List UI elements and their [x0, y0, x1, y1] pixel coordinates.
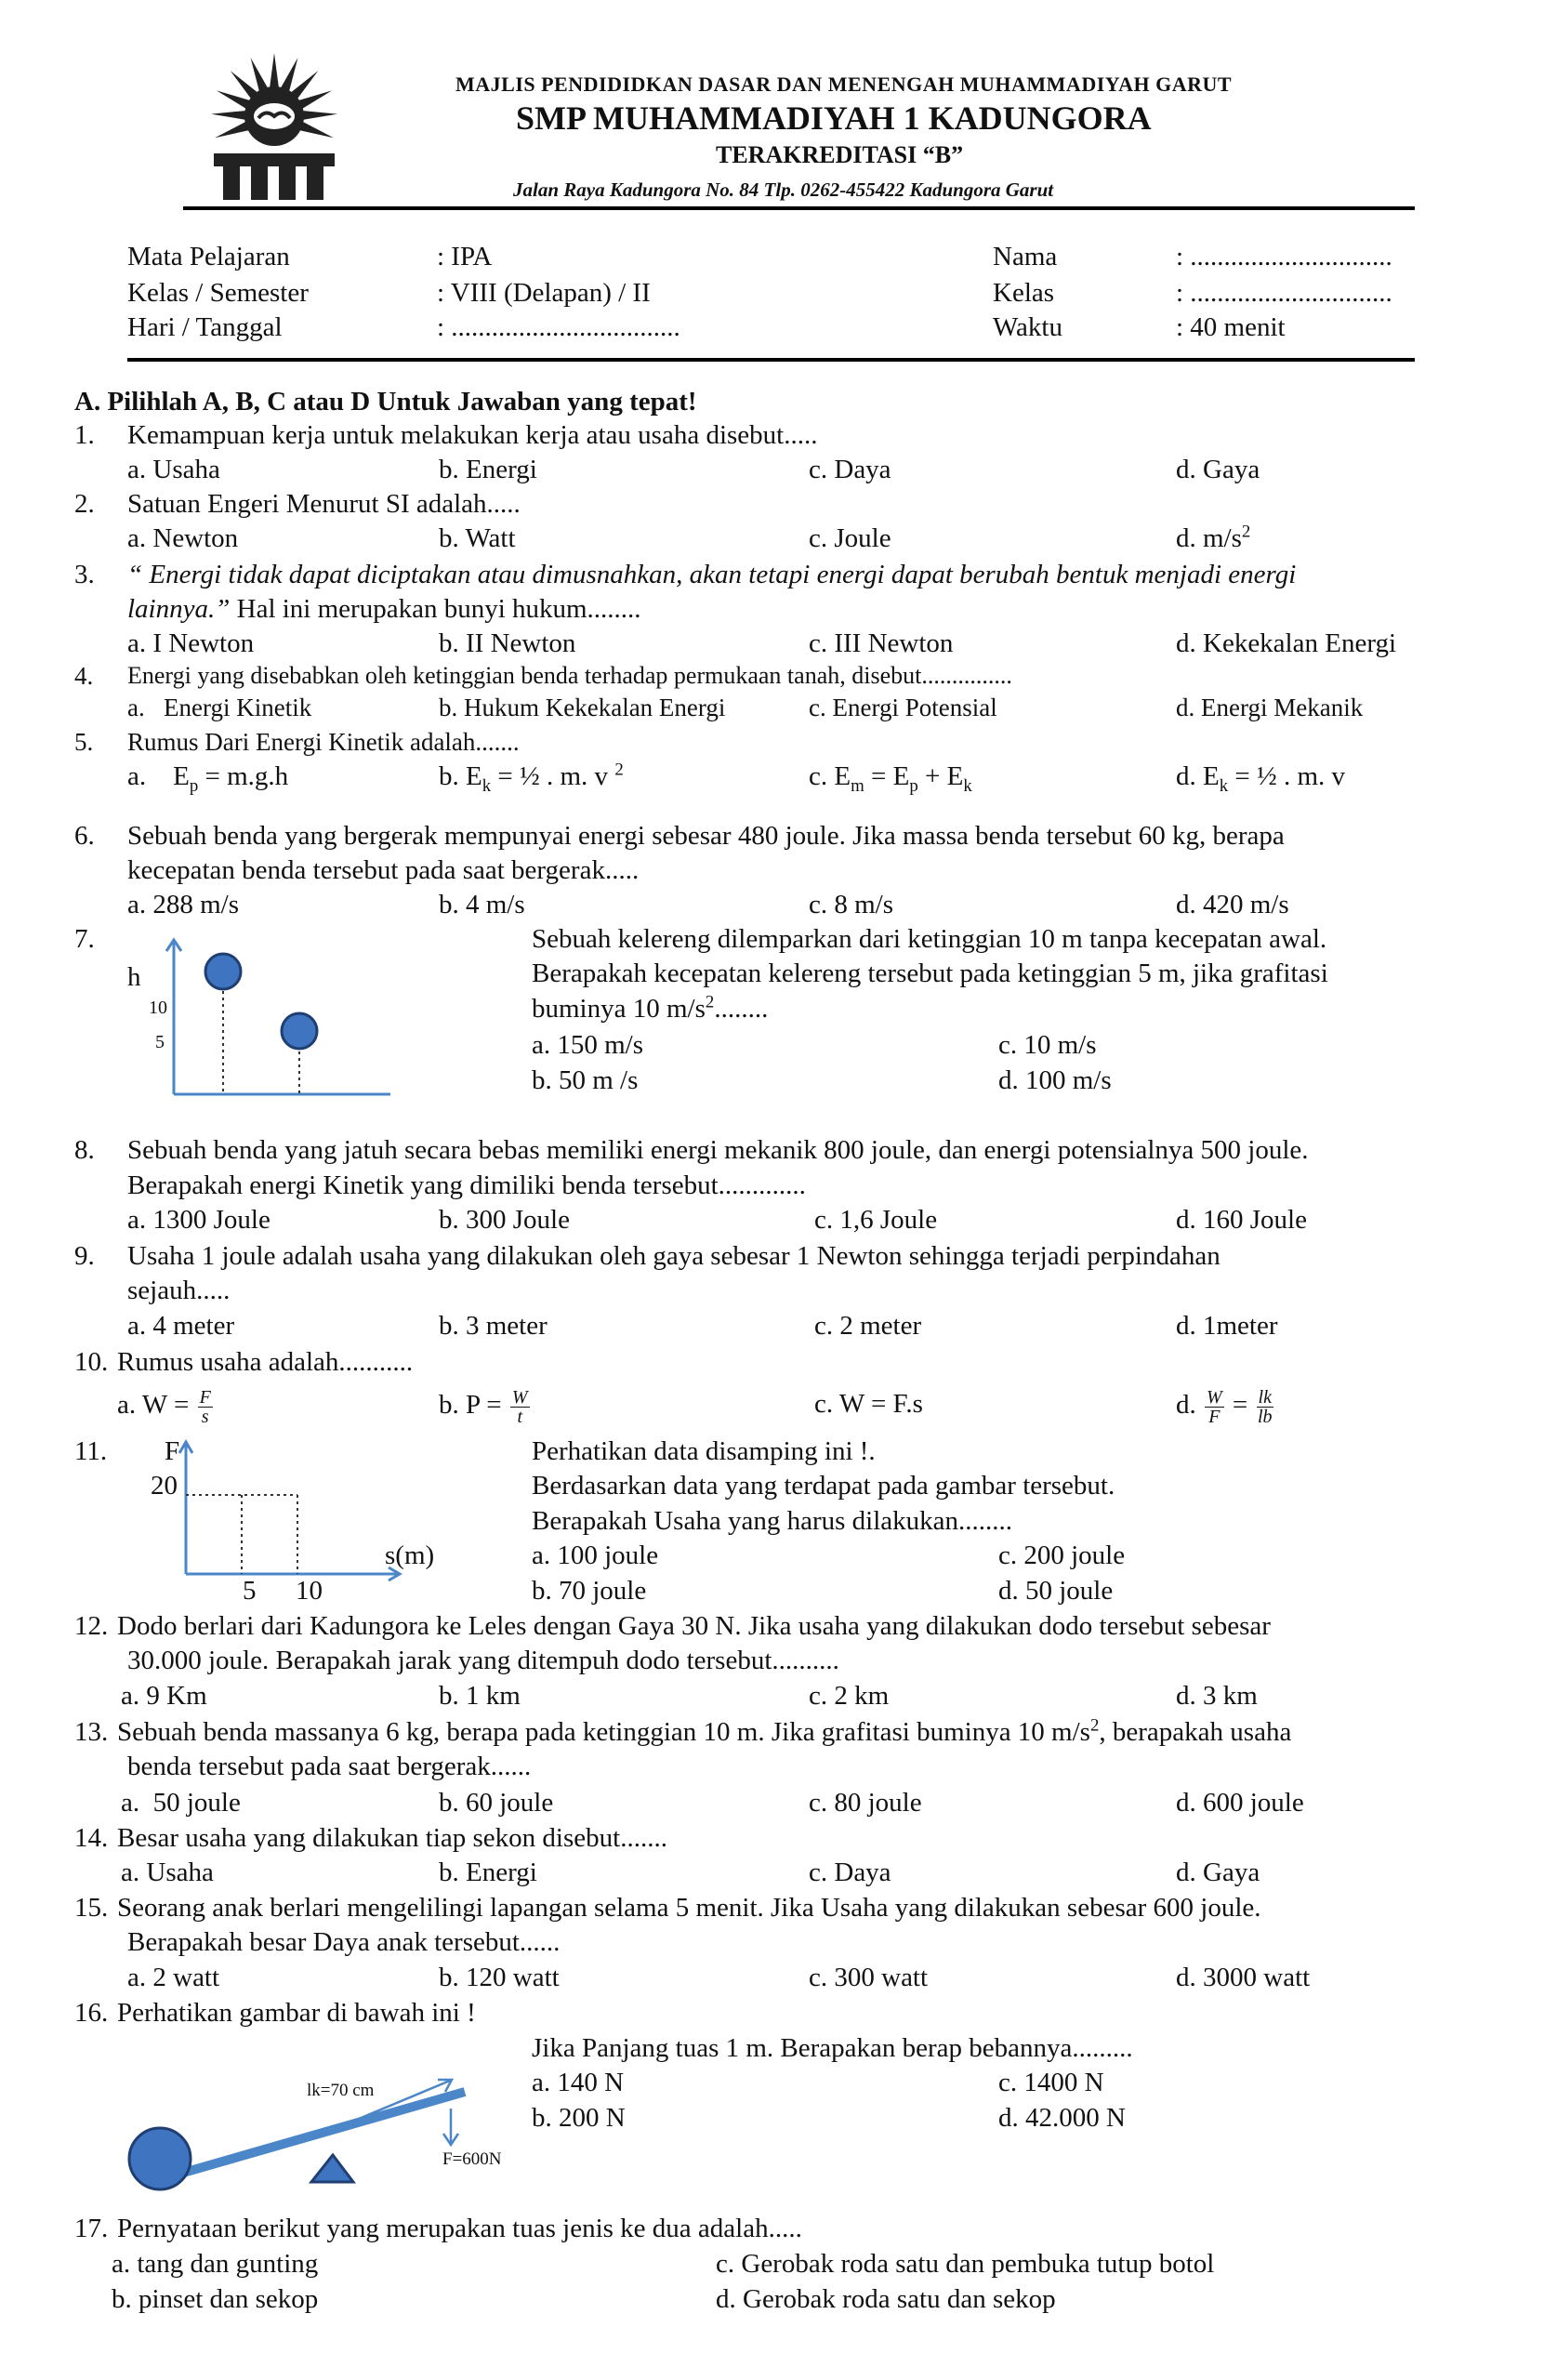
- q6-option-a[interactable]: a. 288 m/s: [127, 890, 240, 919]
- q11-text-line1: Perhatikan data disamping ini !.: [532, 1436, 876, 1466]
- q1-option-c[interactable]: c. Daya: [809, 455, 891, 484]
- info-hari-value: : ..................................: [437, 312, 680, 342]
- q11-diagram: [177, 1436, 409, 1585]
- q7-text-line1: Sebuah kelereng dilemparkan dari ketinggian 10 m tanpa kecepatan awal.: [532, 924, 1327, 954]
- q2-option-a[interactable]: a. Newton: [127, 523, 239, 553]
- q13-option-a[interactable]: a. 50 joule: [121, 1788, 241, 1818]
- q14-option-b[interactable]: b. Energi: [439, 1858, 537, 1887]
- q13-option-b[interactable]: b. 60 joule: [439, 1788, 554, 1818]
- q17-option-a[interactable]: a. tang dan gunting: [112, 2249, 319, 2279]
- q15-option-a[interactable]: a. 2 watt: [127, 1963, 220, 1992]
- q11-tick-10: 10: [296, 1576, 323, 1606]
- q13-number: 13.: [74, 1717, 109, 1747]
- q3-text-line1: “ Energi tidak dapat diciptakan atau dimusnahkan, akan tetapi energi dapat berubah bentuk menjadi energi: [127, 560, 1297, 589]
- q7-text-line3: buminya 10 $m/s^2$........: [532, 992, 769, 1024]
- q1-text: Kemampuan kerja untuk melakukan kerja atau usaha disebut.....: [127, 420, 818, 450]
- q7-tick-5: 5: [155, 1032, 165, 1052]
- q6-option-d[interactable]: d. 420 m/s: [1176, 890, 1289, 919]
- q14-text: Besar usaha yang dilakukan tiap sekon disebut.......: [117, 1823, 667, 1853]
- info-kelas-sem-value: : VIII (Delapan) / II: [437, 278, 651, 308]
- q12-option-b[interactable]: b. 1 km: [439, 1681, 521, 1711]
- q14-option-c[interactable]: c. Daya: [809, 1858, 891, 1887]
- q8-number: 8.: [74, 1135, 95, 1165]
- q4-text: Energi yang disebabkan oleh ketinggian benda terhadap permukaan tanah, disebut...............: [127, 662, 1012, 689]
- q1-option-d[interactable]: d. Gaya: [1176, 455, 1260, 484]
- lever-diagram: [121, 2055, 521, 2194]
- q16-lk-label: lk=70 cm: [307, 2081, 375, 2100]
- header-school: SMP MUHAMMADIYAH 1 KADUNGORA: [516, 99, 1152, 137]
- q11-option-d[interactable]: d. 50 joule: [998, 1576, 1114, 1606]
- q11-tick-20: 20: [151, 1471, 178, 1501]
- q4-number: 4.: [74, 662, 94, 690]
- q7-axis-h: h: [127, 962, 141, 992]
- q7-height-diagram: [125, 934, 395, 1106]
- q13-option-c[interactable]: c. 80 joule: [809, 1788, 922, 1818]
- q9-option-d[interactable]: d. 1meter: [1176, 1311, 1278, 1341]
- q16-option-d[interactable]: d. 42.000 N: [998, 2103, 1126, 2133]
- q14-option-a[interactable]: a. Usaha: [121, 1858, 214, 1887]
- q13-text-line1: Sebuah benda massanya 6 kg, berapa pada ketinggian 10 m. Jika grafitasi buminya 10 $m/s^2$, berapakah usaha: [117, 1715, 1292, 1747]
- q14-number: 14.: [74, 1823, 109, 1853]
- q11-option-a[interactable]: a. 100 joule: [532, 1540, 659, 1570]
- q7-option-d[interactable]: d. 100 m/s: [998, 1065, 1112, 1095]
- q11-text-line3: Berapakah Usaha yang harus dilakukan........: [532, 1506, 1013, 1536]
- section-title: A. Pilihlah A, B, C atau D Untuk Jawaban yang tepat!: [74, 387, 697, 416]
- lever-load-ball: [129, 2128, 191, 2189]
- q8-text-line1: Sebuah benda yang jatuh secara bebas memiliki energi mekanik 800 joule, dan energi potensialnya 500 joule.: [127, 1135, 1309, 1165]
- q6-option-b[interactable]: b. 4 m/s: [439, 890, 525, 919]
- q2-number: 2.: [74, 489, 95, 519]
- q11-tick-5: 5: [243, 1576, 257, 1606]
- info-kelas-value: : ..............................: [1176, 278, 1392, 308]
- q9-number: 9.: [74, 1241, 95, 1271]
- q8-option-d[interactable]: d. 160 Joule: [1176, 1205, 1307, 1235]
- q6-option-c[interactable]: c. 8 m/s: [809, 890, 894, 919]
- q15-option-d[interactable]: d. 3000 watt: [1176, 1963, 1311, 1992]
- q12-option-a[interactable]: a. 9 Km: [121, 1681, 207, 1711]
- q17-option-b[interactable]: b. pinset dan sekop: [112, 2284, 319, 2314]
- muhammadiyah-sun-logo-icon: [186, 51, 363, 205]
- school-logo: [186, 51, 363, 205]
- q10-option-c[interactable]: c. W = F.s: [814, 1389, 923, 1419]
- q12-text-line1: Dodo berlari dari Kadungora ke Leles dengan Gaya 30 N. Jika usaha yang dilakukan dodo tersebut sebesar: [117, 1611, 1271, 1641]
- q10-option-d[interactable]: d. $\frac{W}{F}$ = $\frac{lk}{lb}$: [1176, 1387, 1273, 1427]
- q9-text-line1: Usaha 1 joule adalah usaha yang dilakukan oleh gaya sebesar 1 Newton sehingga terjadi perpindahan: [127, 1241, 1221, 1271]
- q17-number: 17.: [74, 2214, 109, 2243]
- q8-option-b[interactable]: b. 300 Joule: [439, 1205, 570, 1235]
- q7-option-b[interactable]: b. 50 m /s: [532, 1065, 639, 1095]
- header-rule: [183, 206, 1415, 210]
- q12-option-c[interactable]: c. 2 km: [809, 1681, 890, 1711]
- q15-number: 15.: [74, 1893, 109, 1923]
- q17-text: Pernyataan berikut yang merupakan tuas jenis ke dua adalah.....: [117, 2214, 802, 2243]
- q4-option-a[interactable]: a. Energi Kinetik: [127, 694, 312, 721]
- q5-option-c[interactable]: c. $E_m = E_p + E_k$: [809, 761, 972, 796]
- q12-option-d[interactable]: d. 3 km: [1176, 1681, 1258, 1711]
- q16-text: Perhatikan gambar di bawah ini !: [117, 1998, 476, 2028]
- q10-option-a[interactable]: a. W = $\frac{F}{s}$: [117, 1387, 211, 1427]
- q4-option-c[interactable]: c. Energi Potensial: [809, 694, 997, 721]
- q7-tick-10: 10: [149, 998, 167, 1018]
- info-hari-label: Hari / Tanggal: [127, 312, 283, 342]
- q9-text-line2: sejauh.....: [127, 1276, 231, 1305]
- q4-option-d[interactable]: d. Energi Mekanik: [1176, 694, 1364, 721]
- q16-text-line2: Jika Panjang tuas 1 m. Berapakan berap bebannya.........: [532, 2033, 1133, 2063]
- q11-option-b[interactable]: b. 70 joule: [532, 1576, 647, 1606]
- ball-top: [205, 954, 241, 989]
- info-kelas-label: Kelas: [993, 278, 1055, 308]
- q10-option-b[interactable]: b. P = $\frac{W}{t}$: [439, 1387, 528, 1427]
- q6-text-line2: kecepatan benda tersebut pada saat bergerak.....: [127, 855, 640, 885]
- q10-number: 10.: [74, 1347, 109, 1377]
- q2-option-d[interactable]: d. $m/s^2$: [1176, 522, 1251, 553]
- q3-number: 3.: [74, 560, 95, 589]
- q15-option-c[interactable]: c. 300 watt: [809, 1963, 929, 1992]
- q15-option-b[interactable]: b. 120 watt: [439, 1963, 560, 1992]
- q16-option-a[interactable]: a. 140 N: [532, 2068, 625, 2097]
- q3-text-line2: lainnya.” Hal ini merupakan bunyi hukum........: [127, 594, 641, 624]
- q2-option-c[interactable]: c. Joule: [809, 523, 891, 553]
- q3-option-b[interactable]: b. II Newton: [439, 628, 576, 658]
- header-address: Jalan Raya Kadungora No. 84 Tlp. 0262-455422 Kadungora Garut: [513, 178, 1054, 201]
- q6-text-line1: Sebuah benda yang bergerak mempunyai energi sebesar 480 joule. Jika massa benda tersebut 60 kg, berapa: [127, 821, 1285, 851]
- info-kelas-sem-label: Kelas / Semester: [127, 278, 309, 308]
- q16-option-b[interactable]: b. 200 N: [532, 2103, 626, 2133]
- q11-axis-s: s(m): [385, 1540, 435, 1570]
- q11-text-line2: Berdasarkan data yang terdapat pada gambar tersebut.: [532, 1471, 1115, 1501]
- q7-number: 7.: [74, 924, 95, 954]
- q17-option-c[interactable]: c. Gerobak roda satu dan pembuka tutup botol: [716, 2249, 1215, 2279]
- q1-option-b[interactable]: b. Energi: [439, 455, 537, 484]
- q15-text-line2: Berapakah besar Daya anak tersebut......: [127, 1927, 561, 1957]
- q7-option-a[interactable]: a. 150 m/s: [532, 1030, 644, 1060]
- q5-option-b[interactable]: b. $E_k$ = ½ . m. v $^2$: [439, 760, 624, 796]
- info-mapel-label: Mata Pelajaran: [127, 242, 290, 271]
- q9-option-a[interactable]: a. 4 meter: [127, 1311, 235, 1341]
- q16-f-label: F=600N: [442, 2149, 502, 2169]
- q5-number: 5.: [74, 728, 94, 756]
- q9-option-b[interactable]: b. 3 meter: [439, 1311, 548, 1341]
- q10-text: Rumus usaha adalah...........: [117, 1347, 414, 1377]
- info-waktu-value: : 40 menit: [1176, 312, 1286, 342]
- ball-bottom: [282, 1013, 317, 1049]
- header-accreditation: TERAKREDITASI “B”: [716, 141, 964, 168]
- q1-number: 1.: [74, 420, 95, 450]
- q5-option-d[interactable]: d. $E_k$ = ½ . m. v: [1176, 761, 1346, 796]
- q2-option-b[interactable]: b. Watt: [439, 523, 516, 553]
- q3-option-c[interactable]: c. III Newton: [809, 628, 954, 658]
- header-org: MAJLIS PENDIDIDKAN DASAR DAN MENENGAH MUHAMMADIYAH GARUT: [455, 73, 1233, 96]
- q16-option-c[interactable]: c. 1400 N: [998, 2068, 1104, 2097]
- info-nama-label: Nama: [993, 242, 1058, 271]
- q14-option-d[interactable]: d. Gaya: [1176, 1858, 1260, 1887]
- q13-option-d[interactable]: d. 600 joule: [1176, 1788, 1304, 1818]
- q6-number: 6.: [74, 821, 95, 851]
- q12-number: 12.: [74, 1611, 109, 1641]
- q16-number: 16.: [74, 1998, 109, 2028]
- q7-text-line2: Berapakah kecepatan kelereng tersebut pada ketinggian 5 m, jika grafitasi: [532, 959, 1328, 988]
- q5-option-a[interactable]: a. $E_p = m.g.h$: [127, 761, 289, 796]
- q5-text: Rumus Dari Energi Kinetik adalah.......: [127, 728, 520, 756]
- q9-option-c[interactable]: c. 2 meter: [814, 1311, 922, 1341]
- info-rule: [127, 358, 1415, 362]
- q1-option-a[interactable]: a. Usaha: [127, 455, 220, 484]
- q15-text-line1: Seorang anak berlari mengelilingi lapangan selama 5 menit. Jika Usaha yang dilakukan sebesar 600 joule.: [117, 1893, 1261, 1923]
- q11-axis-f: F: [165, 1436, 180, 1466]
- info-nama-value: : ..............................: [1176, 242, 1392, 271]
- q7-diagram: [125, 934, 395, 1106]
- q8-option-a[interactable]: a. 1300 Joule: [127, 1205, 270, 1235]
- q16-lever-diagram: [121, 2055, 521, 2194]
- q3-option-a[interactable]: a. I Newton: [127, 628, 255, 658]
- q8-text-line2: Berapakah energi Kinetik yang dimiliki benda tersebut.............: [127, 1170, 806, 1200]
- q4-option-b[interactable]: b. Hukum Kekekalan Energi: [439, 694, 726, 721]
- q7-option-c[interactable]: c. 10 m/s: [998, 1030, 1097, 1060]
- q11-option-c[interactable]: c. 200 joule: [998, 1540, 1126, 1570]
- q17-option-d[interactable]: d. Gerobak roda satu dan sekop: [716, 2284, 1056, 2314]
- info-waktu-label: Waktu: [993, 312, 1062, 342]
- q2-text: Satuan Engeri Menurut SI adalah.....: [127, 489, 521, 519]
- q11-force-distance-graph: [177, 1436, 409, 1585]
- q13-text-line2: benda tersebut pada saat bergerak......: [127, 1752, 532, 1781]
- q12-text-line2: 30.000 joule. Berapakah jarak yang ditempuh dodo tersebut..........: [127, 1646, 839, 1675]
- q8-option-c[interactable]: c. 1,6 Joule: [814, 1205, 938, 1235]
- q3-option-d[interactable]: d. Kekekalan Energi: [1176, 628, 1397, 658]
- info-mapel-value: : IPA: [437, 242, 493, 271]
- q11-number: 11.: [74, 1436, 108, 1466]
